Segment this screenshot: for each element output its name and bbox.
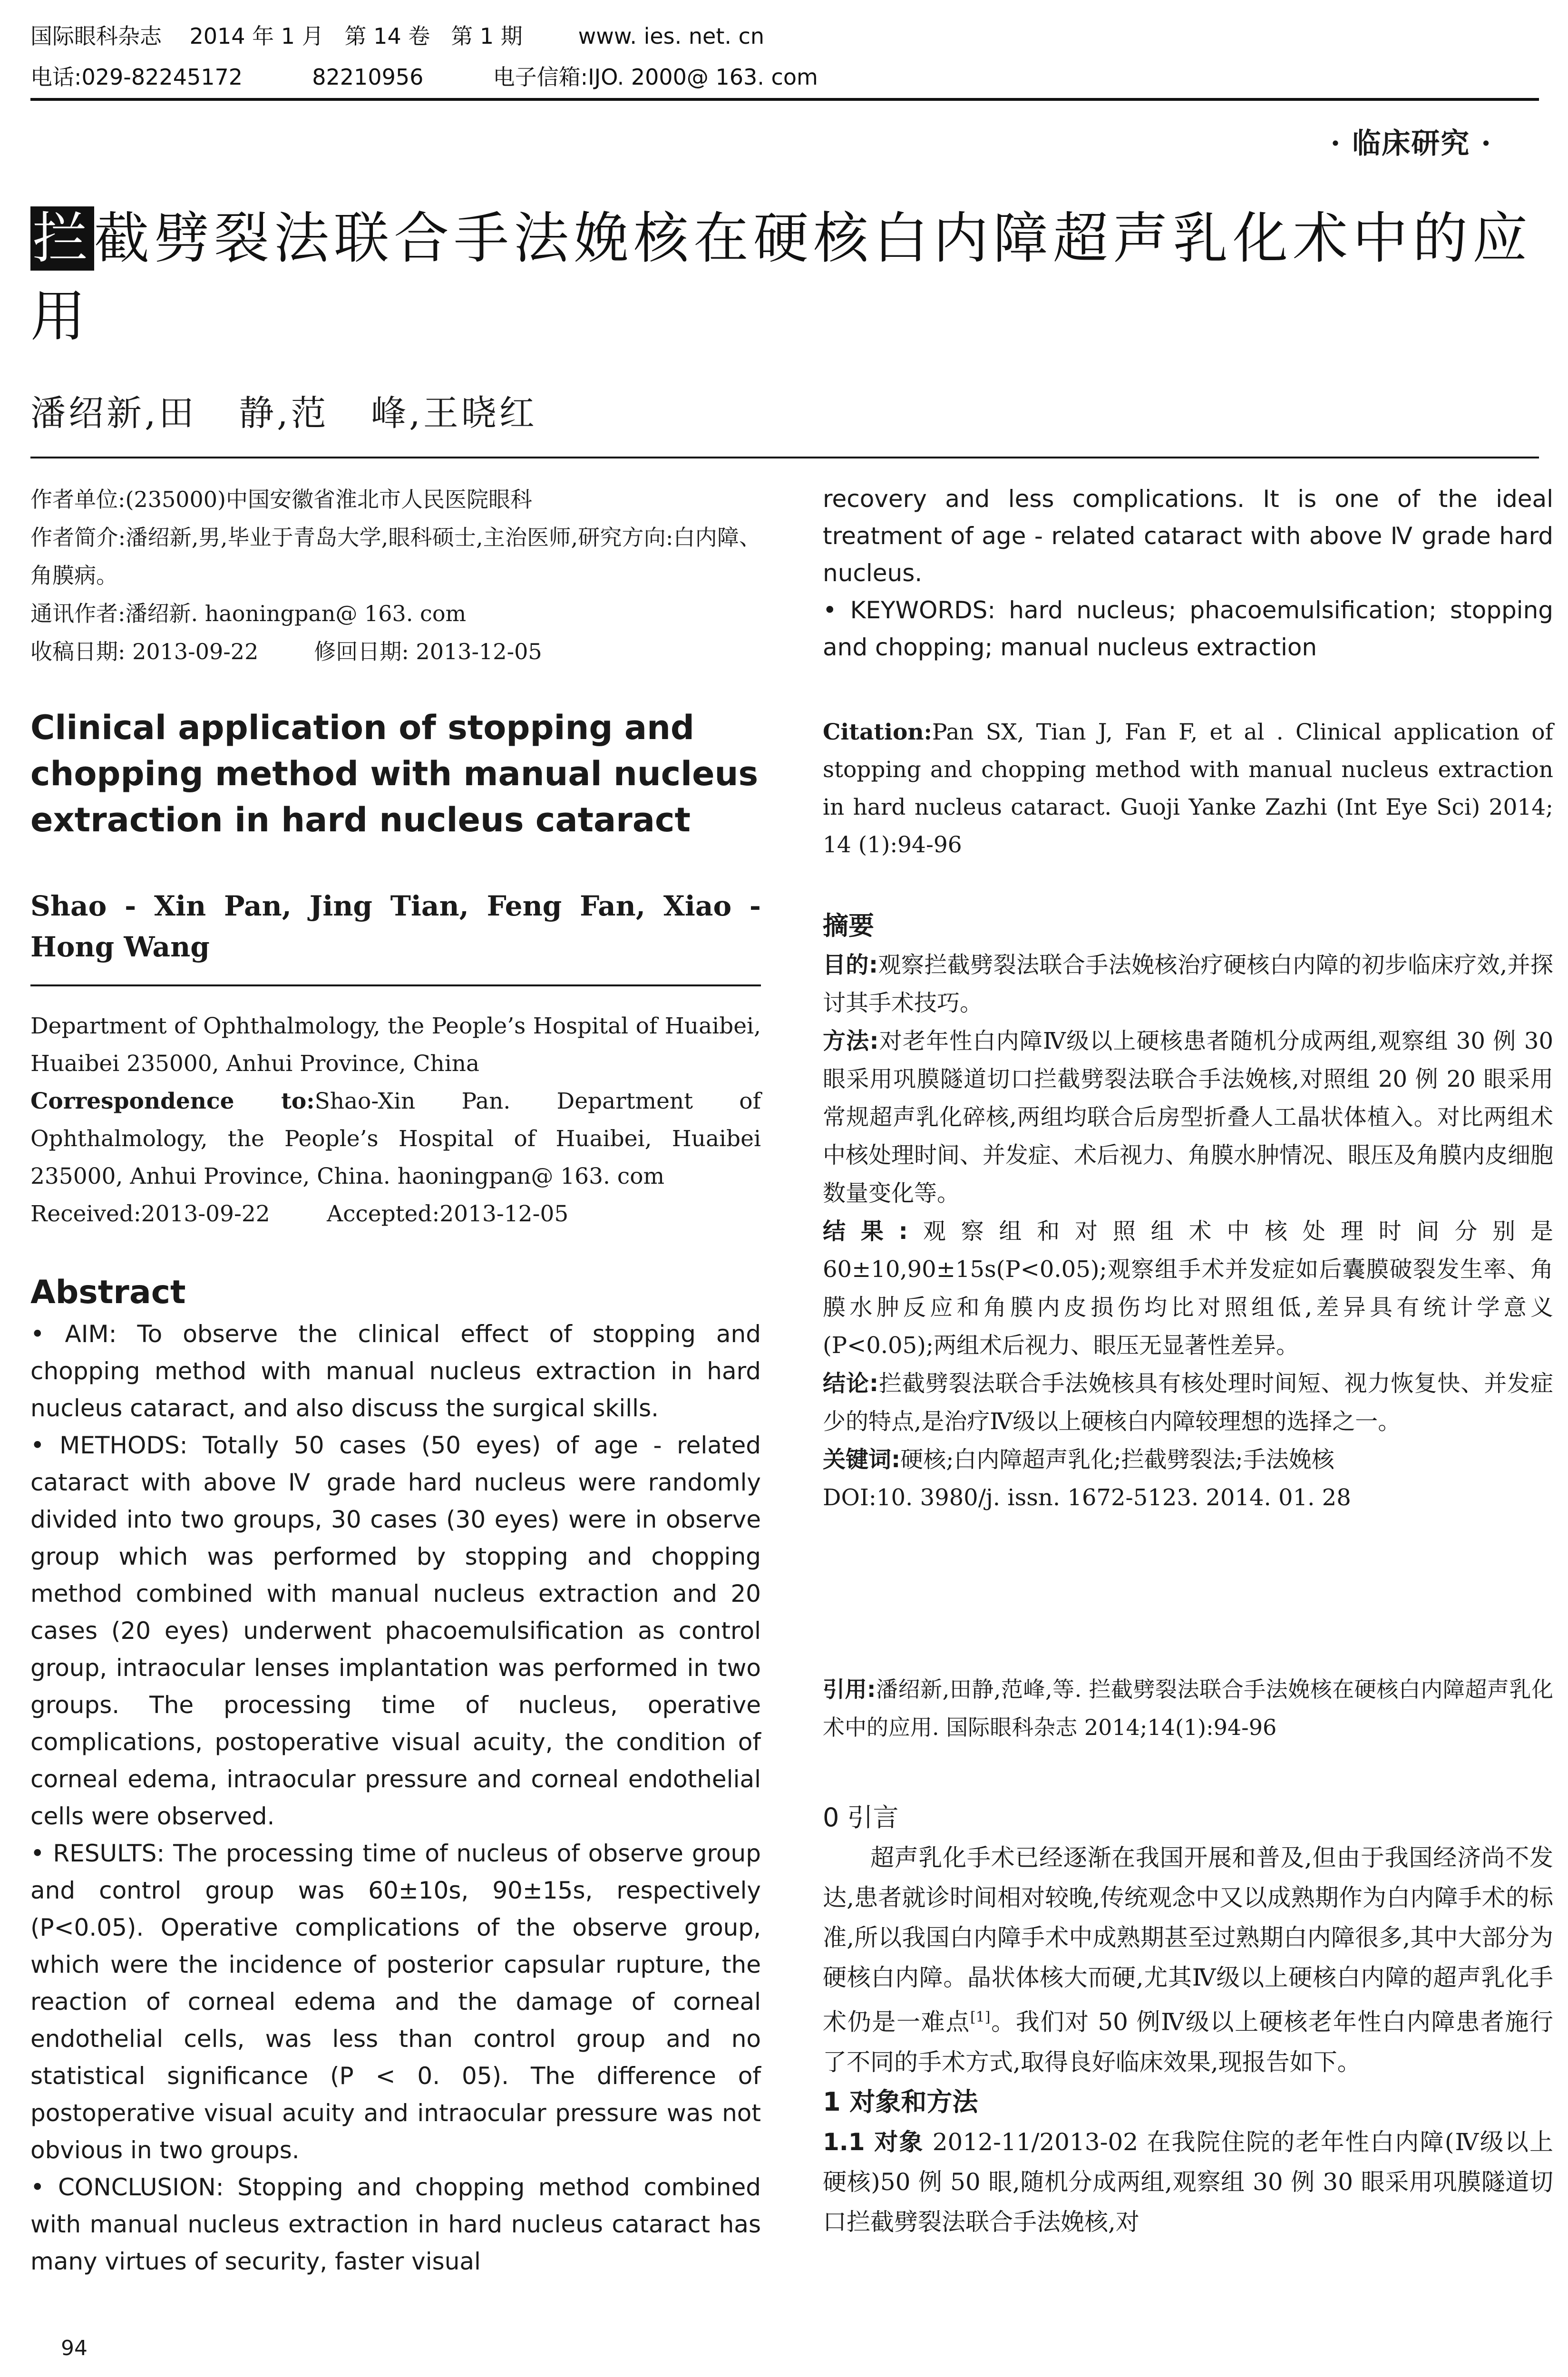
affiliation-cn: 作者单位:(235000)中国安徽省淮北市人民医院眼科 (30, 487, 532, 512)
affiliation-en-block (30, 1007, 761, 1233)
methods-heading: 1 对象和方法 (823, 2086, 978, 2117)
affiliation-en: Department of Ophthalmology, the People’s Hospital of Huaibei, Huaibei 235000, Anhui Province, China (30, 1013, 761, 1077)
abstract-cn-aim (823, 946, 1553, 1022)
methods-cn-text: 对老年性白内障Ⅳ级以上硬核患者随机分成两组,观察组 30 例 30 眼采用巩膜隧道切口拦截劈裂法联合手法娩核,对照组 20 例 20 眼采用常规超声乳化碎核,两组均联合后房型折叠人工晶状体植入。对比两组术中核处理时间、并发症、术后视力、角膜水肿情况、眼压及角膜内皮细胞数量变化等。 (823, 1028, 1554, 1207)
section-tag: · 临床研究 · (1330, 127, 1492, 160)
conclusion-cn-label: 结论: (823, 1370, 879, 1397)
cite-cn (823, 1670, 1553, 1746)
corresponding-author-cn: 通讯作者:潘绍新. haoningpan@ 163. com (30, 601, 467, 626)
title-rest: 截劈裂法联合手法娩核在硬核白内障超声乳化术中的应用 (30, 206, 1532, 349)
conclusion-cn-text: 拦截劈裂法联合手法娩核具有核处理时间短、视力恢复快、并发症少的特点,是治疗Ⅳ级以上硬核白内障较理想的选择之一。 (823, 1370, 1553, 1435)
abstract-keywords: • KEYWORDS: hard nucleus; phacoemulsification; stopping and chopping; manual nucleus extraction (823, 596, 1553, 661)
abstract-methods: • METHODS: Totally 50 cases (50 eyes) of age - related cataract with above Ⅳ grade hard nucleus were randomly divided into two groups, 30 cases (30 eyes) were in observe group which was performed by stopping and chopping method combined with manual nucleus extraction and 20 cases (20 eyes) underwent phacoemulsification as control group, intraocular lenses implantation was performed in two groups. The processing time of nucleus, operative complications, postoperative visual acuity, the condition of corneal edema, intraocular pressure and corneal endothelial cells were observed. (30, 1432, 761, 1830)
methods-subjects (823, 2122, 1553, 2242)
citation-text: Pan SX, Tian J, Fan F, et al . Clinical application of stopping and chopping method with manual nucleus extraction in hard nucleus cataract. Guoji Yanke Zazhi (Int Eye Sci) 2014; 14 (1):94-96 (823, 719, 1553, 858)
running-header-contact: 电话:029-82245172 82210956 电子信箱:IJO. 2000@ 163. com (30, 64, 818, 90)
cite-cn-block (823, 1670, 1553, 1746)
received-dates-en: Received:2013-09-22 Accepted:2013-12-05 (30, 1201, 569, 1227)
page-number: 94 (61, 2336, 88, 2360)
results-cn-text: 观察组和对照组术中核处理时间分别是 60±10,90±15s(P<0.05);观察组手术并发症如后囊膜破裂发生率、角膜水肿反应和角膜内皮损伤均比对照组低,差异具有统计学意义(P<0.05);两组术后视力、眼压无显著性差异。 (823, 1218, 1553, 1359)
abstract-cn-conclusion (823, 1364, 1553, 1441)
introduction-block (823, 1798, 1553, 2242)
abstract-conclusion: • CONCLUSION: Stopping and chopping method combined with manual nucleus extraction in hard nucleus cataract has many virtues of security, faster visual (30, 2173, 761, 2275)
correspondence-text: Shao-Xin Pan. Department of Ophthalmology, the People’s Hospital of Huaibei, Huaibei 235000, Anhui Province, China. haoningpan@ 163. com (30, 1088, 761, 1189)
abstract-results: • RESULTS: The processing time of nucleus of observe group and control group was 60±10s, 90±15s, respectively (P<0.05). Operative complications of the observe group, which were the incidence of posterior capsular rupture, the reaction of corneal edema and the damage of corneal endothelial cells, was less than control group and no statistical significance (P < 0. 05). The difference of postoperative visual acuity and intraocular pressure was not obvious in two groups. (30, 1840, 761, 2164)
subjects-label: 1.1 对象 (823, 2128, 924, 2156)
header-rule (30, 98, 1539, 101)
subjects-text: 2012-11/2013-02 在我院住院的老年性白内障(Ⅳ级以上硬核)50 例 50 眼,随机分成两组,观察组 30 例 30 眼采用巩膜隧道切口拦截劈裂法联合手法娩核,对 (823, 2128, 1553, 2236)
abstract-heading: Abstract (30, 1274, 186, 1311)
article-title-cn (30, 200, 1543, 356)
methods-cn-label: 方法: (823, 1028, 879, 1054)
abstract-cn-keywords (823, 1441, 1553, 1479)
aim-cn-text: 观察拦截劈裂法联合手法娩核治疗硬核白内障的初步临床疗效,并探讨其手术技巧。 (823, 952, 1553, 1016)
front-matter-cn (30, 480, 761, 671)
title-rule (30, 457, 1539, 458)
abstract-cn-methods (823, 1022, 1553, 1212)
authors-en-block (30, 886, 761, 967)
author-bio-cn: 作者简介:潘绍新,男,毕业于青岛大学,眼科硕士,主治医师,研究方向:白内障、角膜病。 (30, 525, 761, 588)
authors-cn: 潘绍新,田 静,范 峰,王晓红 (30, 393, 537, 434)
abstract-cn-block (823, 906, 1553, 1517)
authors-en: Shao - Xin Pan, Jing Tian, Feng Fan, Xiao - Hong Wang (30, 890, 761, 963)
abstract-cn-results (823, 1212, 1553, 1364)
keywords-cn-text: 硬核;白内障超声乳化;拦截劈裂法;手法娩核 (900, 1446, 1334, 1473)
aim-cn-label: 目的: (823, 952, 878, 978)
correspondence-en (30, 1082, 761, 1195)
abstract-en-block (30, 1270, 761, 2280)
abstract-aim: • AIM: To observe the clinical effect of stopping and chopping method with manual nucleus extraction in hard nucleus cataract, and also discuss the surgical skills. (30, 1320, 761, 1422)
authors-rule (30, 984, 761, 986)
results-cn-label: 结果: (823, 1218, 908, 1245)
article-title-en: Clinical application of stopping and chopping method with manual nucleus extraction in hard nucleus cataract (30, 708, 759, 839)
citation-block (823, 713, 1553, 864)
intro-heading: 0 引言 (823, 1802, 899, 1832)
title-first-char: 拦 (30, 206, 94, 271)
intro-ref: [1] (970, 2009, 991, 2026)
correspondence-label: Correspondence to: (30, 1088, 315, 1114)
cite-cn-text: 潘绍新,田静,范峰,等. 拦截劈裂法联合手法娩核在硬核白内障超声乳化术中的应用. 国际眼科杂志 2014;14(1):94-96 (823, 1676, 1553, 1740)
running-header-journal: 国际眼科杂志 2014 年 1 月 第 14 卷 第 1 期 www. ies. net. cn (30, 23, 765, 49)
abstract-en-cont (823, 480, 1553, 666)
citation-label: Citation: (823, 719, 932, 745)
intro-text: 超声乳化手术已经逐渐在我国开展和普及,但由于我国经济尚不发达,患者就诊时间相对较晚,传统观念中又以成熟期作为白内障手术的标准,所以我国白内障手术中成熟期甚至过熟期白内障很多,其中大部分为硬核白内障。晶状体核大而硬,尤其Ⅳ级以上硬核白内障的超声乳化手术仍是一难点 (823, 1844, 1553, 2036)
keywords-cn-label: 关键词: (823, 1446, 901, 1473)
dates-cn: 收稿日期: 2013-09-22 修回日期: 2013-12-05 (30, 639, 542, 664)
intro-text-end: 。我们对 50 例Ⅳ级以上硬核老年性白内障患者施行了不同的手术方式,取得良好临床效果,现报告如下。 (823, 2008, 1553, 2076)
doi: DOI:10. 3980/j. issn. 1672-5123. 2014. 01. 28 (823, 1484, 1351, 1511)
abstract-cn-heading: 摘要 (823, 911, 874, 941)
citation-en (823, 713, 1553, 864)
cite-cn-label: 引用: (823, 1676, 876, 1702)
abstract-conclusion-cont: recovery and less complications. It is one of the ideal treatment of age - related cataract with above Ⅳ grade hard nucleus. (823, 485, 1553, 587)
intro-paragraph (823, 1838, 1553, 2082)
english-title-block (30, 705, 761, 843)
